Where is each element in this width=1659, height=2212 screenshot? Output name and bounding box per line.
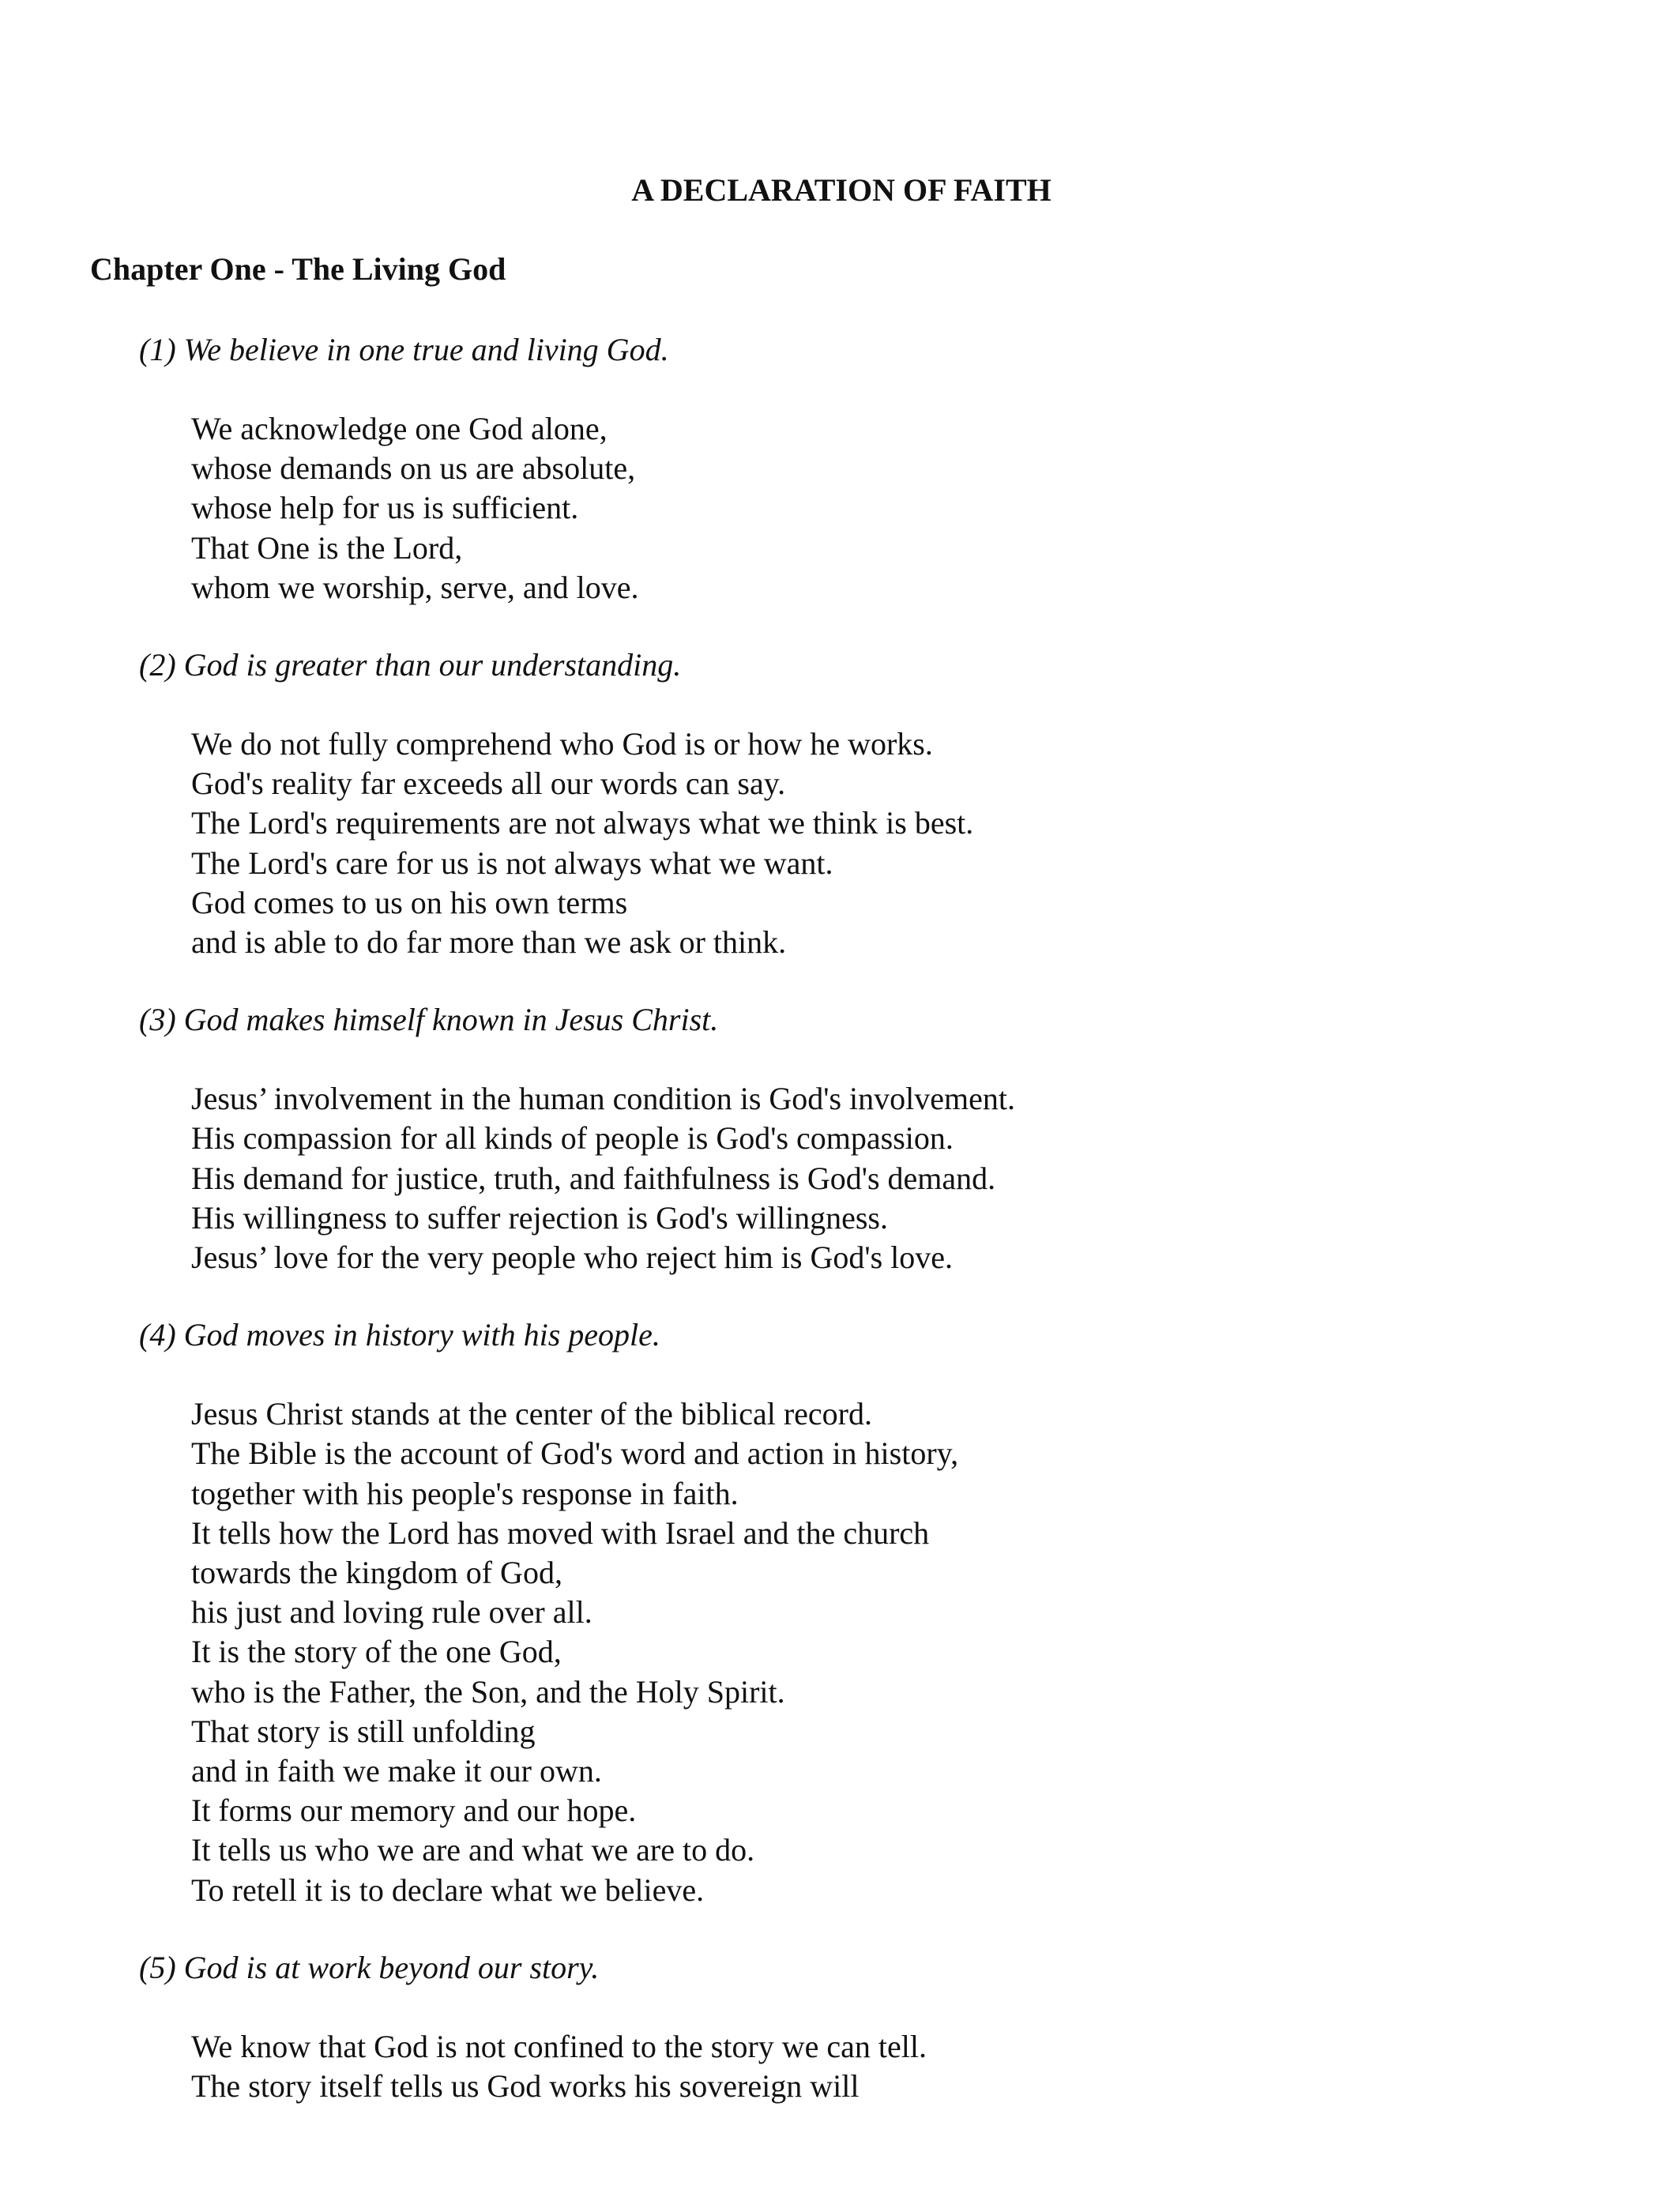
section-3 <box>139 1000 1561 1277</box>
verse-line: His demand for justice, truth, and faithfulness is God's demand. <box>191 1160 996 1196</box>
verse-line: We do not fully comprehend who God is or how he works. <box>191 726 933 762</box>
verse-line: whose help for us is sufficient. <box>191 490 579 526</box>
verse-line: whose demands on us are absolute, <box>191 450 636 487</box>
verse-line: Jesus Christ stands at the center of the biblical record. <box>191 1396 872 1432</box>
verse-line: and is able to do far more than we ask or think. <box>191 924 787 961</box>
verse-line: It forms our memory and our hope. <box>191 1793 637 1829</box>
verse-line: We know that God is not confined to the story we can tell. <box>191 2028 927 2064</box>
verse-line: Jesus’ involvement in the human condition is God's involvement. <box>191 1081 1016 1117</box>
section-heading: (2) God is greater than our understanding. <box>139 647 682 683</box>
verse-line: That story is still unfolding <box>191 1713 536 1749</box>
verse-line: towards the kingdom of God, <box>191 1555 562 1591</box>
verse-line: The Bible is the account of God's word and action in history, <box>191 1435 959 1472</box>
verse-line: It is the story of the one God, <box>191 1634 562 1670</box>
verse-line: whom we worship, serve, and love. <box>191 569 639 605</box>
document-title: A DECLARATION OF FAITH <box>631 172 1051 208</box>
verse-line: It tells us who we are and what we are to do. <box>191 1832 755 1868</box>
section-5 <box>139 1948 1561 2106</box>
verse-block <box>191 2027 1561 2106</box>
verse-line: The Lord's requirements are not always what we think is best. <box>191 805 974 841</box>
section-2 <box>139 645 1561 962</box>
verse-block <box>191 1394 1561 1910</box>
verse-line: Jesus’ love for the very people who reject him is God's love. <box>191 1240 954 1276</box>
verse-line: His willingness to suffer rejection is God's willingness. <box>191 1199 888 1236</box>
verse-line: God's reality far exceeds all our words can say. <box>191 766 786 802</box>
section-heading: (5) God is at work beyond our story. <box>139 1949 600 1985</box>
section-4 <box>139 1315 1561 1910</box>
verse-line: together with his people's response in faith. <box>191 1475 739 1511</box>
verse-line: The story itself tells us God works his sovereign will <box>191 2068 860 2105</box>
section-heading: (3) God makes himself known in Jesus Christ. <box>139 1002 719 1038</box>
verse-line: That One is the Lord, <box>191 529 463 566</box>
section-heading: (4) God moves in history with his people. <box>139 1317 660 1353</box>
verse-line: God comes to us on his own terms <box>191 884 628 920</box>
verse-line: his just and loving rule over all. <box>191 1594 592 1631</box>
verse-line: It tells how the Lord has moved with Israel and the church <box>191 1514 930 1551</box>
verse-line: The Lord's care for us is not always what we want. <box>191 845 833 881</box>
section-1 <box>139 330 1561 608</box>
verse-line: We acknowledge one God alone, <box>191 411 608 446</box>
verse-line: and in faith we make it our own. <box>191 1753 602 1789</box>
sections <box>139 330 1561 2144</box>
verse-block <box>191 409 1561 608</box>
verse-line: His compassion for all kinds of people is God's compassion. <box>191 1120 954 1157</box>
verse-block <box>191 1079 1561 1277</box>
chapter-title: Chapter One - The Living God <box>90 251 506 287</box>
verse-block <box>191 724 1561 962</box>
verse-line: To retell it is to declare what we believe. <box>191 1872 705 1908</box>
verse-line: who is the Father, the Son, and the Holy Spirit. <box>191 1673 785 1710</box>
section-heading: (1) We believe in one true and living God. <box>139 332 669 367</box>
